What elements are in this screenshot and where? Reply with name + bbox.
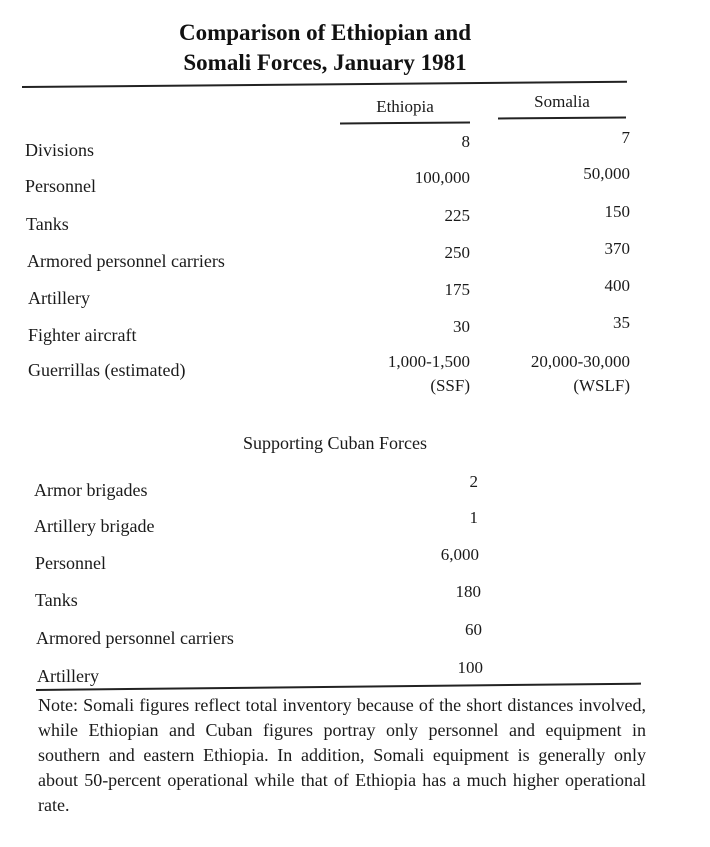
table-row-divisions: [25, 130, 635, 166]
ethiopia-value: 100,000: [414, 168, 470, 187]
somalia-header-rule: [498, 117, 626, 120]
ethiopia-header-rule: [340, 122, 470, 125]
cuban-row-armored-personnel-carriers: [36, 618, 486, 654]
table-title-line-2: Somali Forces, January 1981: [183, 50, 467, 75]
row-label: Tanks: [35, 590, 78, 610]
cuban-value: 2: [469, 472, 478, 491]
cuban-row-artillery-brigade: [34, 506, 484, 542]
ethiopia-value: 8: [461, 132, 470, 151]
row-label: Artillery brigade: [34, 516, 155, 536]
table-title-line-1: Comparison of Ethiopian and: [178, 20, 472, 45]
cuban-value: 60: [465, 620, 482, 639]
row-label: Tanks: [26, 214, 69, 234]
row-label: Artillery: [28, 288, 90, 308]
somalia-value: 150: [604, 202, 630, 221]
somalia-value: 370: [604, 239, 630, 258]
cuban-value: 6,000: [440, 545, 479, 564]
somalia-value: 400: [604, 276, 630, 295]
table-footnote: Note: Somali figures reflect total inventory because of the short distances involved, while Ethiopian and Cuban figures portray only personnel and equipment in southern and eastern Ethiopia. In addition, Somali equipment is generally only about 50-percent operational while that of Ethiopia has a much higher operational rate.: [38, 695, 646, 815]
ethiopia-guerrilla-group: (SSF): [430, 376, 470, 395]
column-header-somalia: Somalia: [534, 92, 590, 111]
row-label: Guerrillas (estimated): [28, 360, 186, 380]
table-row-guerrillas: [28, 350, 638, 400]
table-row-personnel: [25, 166, 635, 202]
row-label: Personnel: [35, 553, 106, 573]
ethiopia-value: [340, 350, 470, 398]
cuban-row-tanks: [35, 580, 485, 616]
cuban-row-personnel: [35, 543, 485, 579]
somalia-value: 7: [621, 128, 630, 147]
row-label: Personnel: [25, 176, 96, 196]
ethiopia-guerrilla-count: 1,000-1,500: [387, 352, 470, 371]
row-label: Armor brigades: [34, 480, 148, 500]
ethiopia-value: 250: [444, 243, 470, 262]
ethiopia-value: 225: [444, 206, 470, 225]
ethiopia-value: 175: [444, 280, 470, 299]
table-row-fighter-aircraft: [28, 315, 638, 351]
column-header-ethiopia: Ethiopia: [376, 97, 434, 116]
somalia-value: 50,000: [583, 164, 630, 183]
cuban-row-armor-brigades: [34, 470, 484, 506]
table-row-artillery: [28, 278, 638, 314]
row-label: Armored personnel carriers: [36, 628, 234, 648]
somalia-guerrilla-group: (WSLF): [573, 376, 630, 395]
cuban-value: 100: [457, 658, 483, 677]
section-title-cuban-forces: Supporting Cuban Forces: [243, 433, 427, 453]
table-row-armored-personnel-carriers: [27, 241, 637, 277]
table-row-tanks: [26, 204, 636, 240]
row-label: Fighter aircraft: [28, 325, 137, 345]
row-label: Divisions: [25, 140, 95, 160]
somalia-guerrilla-count: 20,000-30,000: [530, 352, 630, 371]
cuban-value: 1: [469, 508, 478, 527]
top-rule: [22, 81, 627, 88]
row-label: Armored personnel carriers: [27, 251, 225, 271]
somalia-value: [498, 350, 630, 398]
table-title: [130, 18, 520, 78]
somalia-value: 35: [613, 313, 630, 332]
row-label: Artillery: [37, 666, 99, 686]
cuban-value: 180: [455, 582, 481, 601]
ethiopia-value: 30: [453, 317, 470, 336]
